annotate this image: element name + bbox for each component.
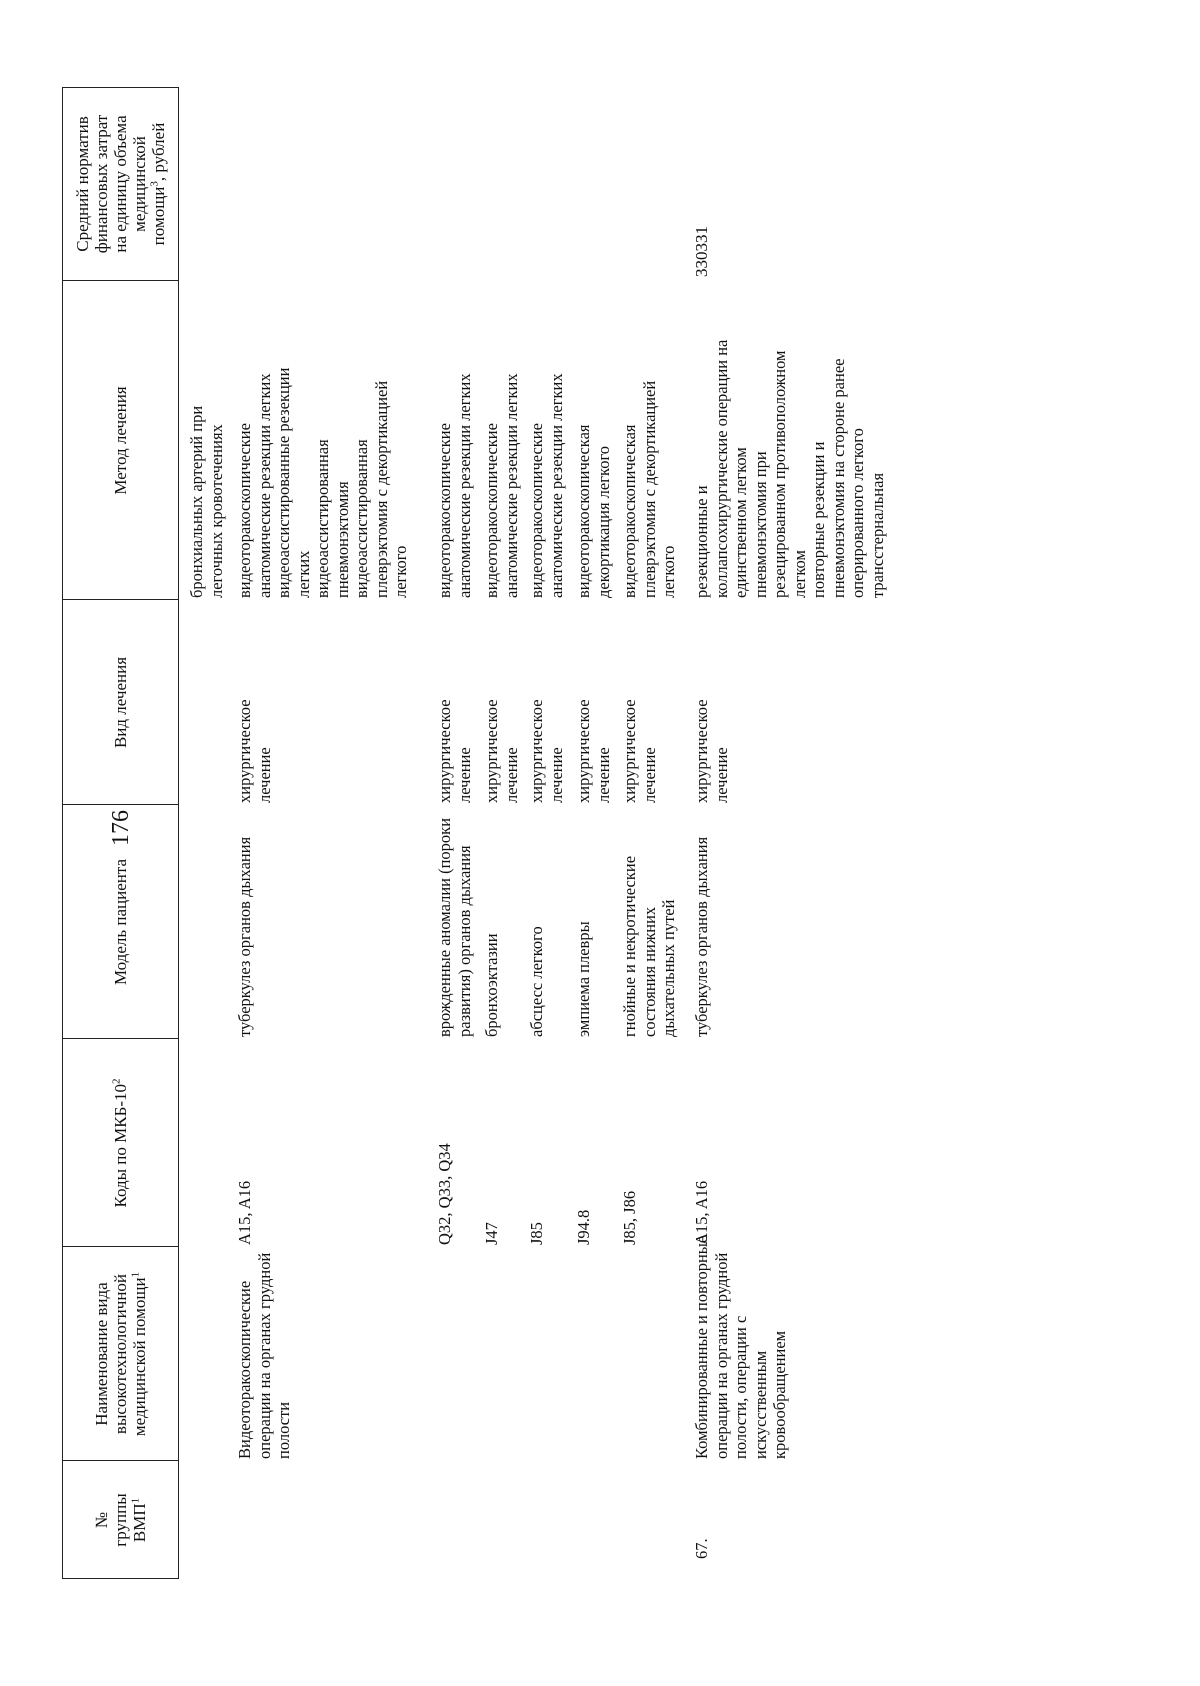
row6-model bbox=[620, 856, 679, 1037]
method-line: легочных кровотечениях bbox=[206, 424, 226, 598]
treatment-line: лечение bbox=[254, 747, 274, 803]
header-name-line: высокотехнологичной bbox=[111, 1273, 130, 1435]
method-line: анатомические резекции легких bbox=[254, 373, 274, 598]
column-divider bbox=[63, 87, 178, 88]
name-line: кровообращением bbox=[770, 1330, 789, 1459]
method-line: легких bbox=[293, 550, 313, 598]
row4-treatment bbox=[527, 699, 566, 803]
row3-model: бронхоэктазии bbox=[482, 933, 501, 1037]
treatment-line: лечение bbox=[546, 747, 566, 803]
method-line: легкого bbox=[391, 545, 410, 598]
treatment-line: лечение bbox=[454, 747, 474, 803]
row4-code: J85 bbox=[527, 1222, 546, 1245]
method-line: анатомические резекции легких bbox=[501, 373, 521, 598]
row1-treatment bbox=[235, 699, 274, 803]
row4-method bbox=[527, 373, 566, 598]
method-line: видеоторакоскопические bbox=[435, 423, 454, 598]
header-cost-line: Средний норматив bbox=[73, 116, 92, 252]
row7-method bbox=[692, 340, 887, 598]
method-line: плеврэктомия с декортикацией bbox=[371, 380, 391, 598]
page-number: 176 bbox=[108, 810, 134, 846]
row1-model: туберкулез органов дыхания bbox=[235, 836, 254, 1037]
method-continued bbox=[187, 406, 226, 598]
column-divider bbox=[63, 1038, 178, 1039]
row2-method bbox=[435, 373, 474, 598]
row5-method bbox=[574, 425, 613, 598]
row1-method bbox=[235, 368, 411, 598]
treatment-line: лечение bbox=[711, 747, 731, 803]
method-line: коллапсохирургические операции на bbox=[711, 339, 731, 598]
header-name-line: Наименование вида bbox=[92, 1282, 111, 1426]
model-line: гнойные и некротические bbox=[620, 855, 639, 1037]
row3-treatment bbox=[482, 699, 521, 803]
footnote-mark: 3 bbox=[148, 181, 161, 187]
method-line: бронхиальных артерий при bbox=[187, 405, 206, 598]
header-method-text: Метод лечения bbox=[111, 386, 130, 495]
row3-code: J47 bbox=[482, 1222, 501, 1245]
header-group-no-line: ВМП bbox=[130, 1503, 149, 1543]
treatment-line: лечение bbox=[593, 747, 613, 803]
header-cost-line: на единицу объема bbox=[111, 115, 130, 253]
method-line: видеоассистированная bbox=[313, 439, 332, 598]
row7-cost: 330331 bbox=[692, 226, 711, 277]
row2-treatment bbox=[435, 699, 474, 803]
name-line: полости bbox=[274, 1401, 293, 1459]
treatment-line: хирургическое bbox=[620, 699, 639, 803]
row1-code: A15, A16 bbox=[235, 1180, 254, 1245]
header-group-no bbox=[63, 1461, 178, 1579]
row2-model bbox=[435, 818, 474, 1037]
row3-method bbox=[482, 373, 521, 598]
column-divider bbox=[63, 804, 178, 805]
row5-code: J94.8 bbox=[574, 1209, 593, 1245]
method-line: пневмонэктомия при bbox=[750, 451, 770, 598]
header-treatment-text: Вид лечения bbox=[111, 656, 130, 749]
name-line: Комбинированные и повторные bbox=[692, 1235, 711, 1459]
method-line: трансстернальная bbox=[867, 472, 887, 598]
row6-code: J85, J86 bbox=[620, 1190, 639, 1245]
row2-code: Q32, Q33, Q34 bbox=[435, 1143, 454, 1245]
model-line: развития) органов дыхания bbox=[454, 845, 474, 1037]
method-line: анатомические резекции легких bbox=[546, 373, 566, 598]
method-line: видеоторакоскопическая bbox=[574, 424, 593, 598]
method-line: видеоторакоскопические bbox=[482, 423, 501, 598]
model-line: дыхательных путей bbox=[659, 899, 678, 1037]
name-line: операции на органах грудной bbox=[254, 1252, 274, 1459]
header-model bbox=[63, 805, 178, 1039]
method-line: легком bbox=[789, 550, 809, 598]
method-line: легкого bbox=[659, 545, 678, 598]
method-line: видеоассистированная bbox=[352, 439, 371, 598]
method-line: повторные резекции и bbox=[809, 441, 828, 598]
treatment-line: хирургическое bbox=[435, 699, 454, 803]
footnote-mark: 1 bbox=[129, 1497, 142, 1504]
header-name bbox=[63, 1247, 178, 1461]
header-method bbox=[63, 281, 178, 600]
header-group-no-line: № bbox=[92, 1511, 111, 1529]
header-cost-line: медицинской bbox=[130, 136, 149, 232]
method-line: пневмонэктомия на стороне ранее bbox=[828, 358, 848, 598]
method-line: анатомические резекции легких bbox=[454, 373, 474, 598]
row7-model: туберкулез органов дыхания bbox=[692, 836, 711, 1037]
name-line: Видеоторакоскопические bbox=[235, 1280, 254, 1459]
model-line: состояния нижних bbox=[639, 906, 659, 1037]
row7-treatment bbox=[692, 699, 731, 803]
row6-treatment bbox=[620, 699, 659, 803]
method-line: пневмонэктомия bbox=[332, 481, 352, 598]
method-line: единственном легком bbox=[731, 447, 750, 598]
row6-method bbox=[620, 381, 679, 598]
method-line: декортикация легкого bbox=[593, 445, 613, 598]
treatment-line: хирургическое bbox=[574, 699, 593, 803]
row4-model: абсцесс легкого bbox=[527, 926, 546, 1037]
header-codes bbox=[63, 1039, 178, 1247]
treatment-line: хирургическое bbox=[692, 699, 711, 803]
treatment-line: хирургическое bbox=[527, 699, 546, 803]
method-line: оперированного легкого bbox=[848, 428, 867, 598]
header-group-no-line: группы bbox=[111, 1493, 130, 1547]
row7-name bbox=[692, 1236, 790, 1459]
header-cost-line: помощи bbox=[149, 186, 168, 246]
model-line: врожденные аномалии (пороки bbox=[435, 817, 454, 1037]
footnote-mark: 2 bbox=[110, 1078, 123, 1084]
column-divider bbox=[63, 280, 178, 281]
column-divider bbox=[63, 1460, 178, 1461]
method-line: видеоассистированные резекции bbox=[274, 367, 293, 598]
name-line: искусственным bbox=[750, 1350, 770, 1459]
table-body bbox=[177, 87, 887, 1579]
method-line: плеврэктомия с декортикацией bbox=[639, 380, 659, 598]
name-line: операции на органах грудной bbox=[711, 1252, 731, 1459]
column-divider bbox=[63, 1578, 178, 1579]
method-line: видеоторакоскопические bbox=[235, 423, 254, 598]
row1-name bbox=[235, 1253, 294, 1459]
treatment-line: лечение bbox=[501, 747, 521, 803]
header-model-text: Модель пациента bbox=[111, 858, 130, 986]
row7-code: A15, A16 bbox=[692, 1180, 711, 1245]
treatment-line: хирургическое bbox=[482, 699, 501, 803]
treatment-line: лечение bbox=[639, 747, 659, 803]
header-cost bbox=[63, 87, 178, 281]
row7-group-no: 67. bbox=[692, 1538, 711, 1559]
header-treatment bbox=[63, 600, 178, 805]
treatment-line: хирургическое bbox=[235, 699, 254, 803]
table-header bbox=[62, 87, 179, 1579]
header-cost-line: финансовых затрат bbox=[92, 114, 111, 254]
column-divider bbox=[63, 599, 178, 600]
header-cost-line: , рублей bbox=[149, 122, 168, 182]
header-codes-text: Коды по МКБ-10 bbox=[111, 1083, 130, 1208]
footnote-mark: 1 bbox=[129, 1271, 142, 1278]
method-line: резекционные и bbox=[692, 485, 711, 598]
method-line: видеоторакоскопическая bbox=[620, 424, 639, 598]
row5-model: эмпиема плевры bbox=[574, 921, 593, 1037]
name-line: полости, операции с bbox=[731, 1315, 750, 1459]
method-line: резецированном противоположном bbox=[770, 350, 789, 598]
column-divider bbox=[63, 1246, 178, 1247]
row5-treatment bbox=[574, 699, 613, 803]
method-line: видеоторакоскопические bbox=[527, 423, 546, 598]
header-name-line: медицинской помощи bbox=[130, 1277, 149, 1437]
